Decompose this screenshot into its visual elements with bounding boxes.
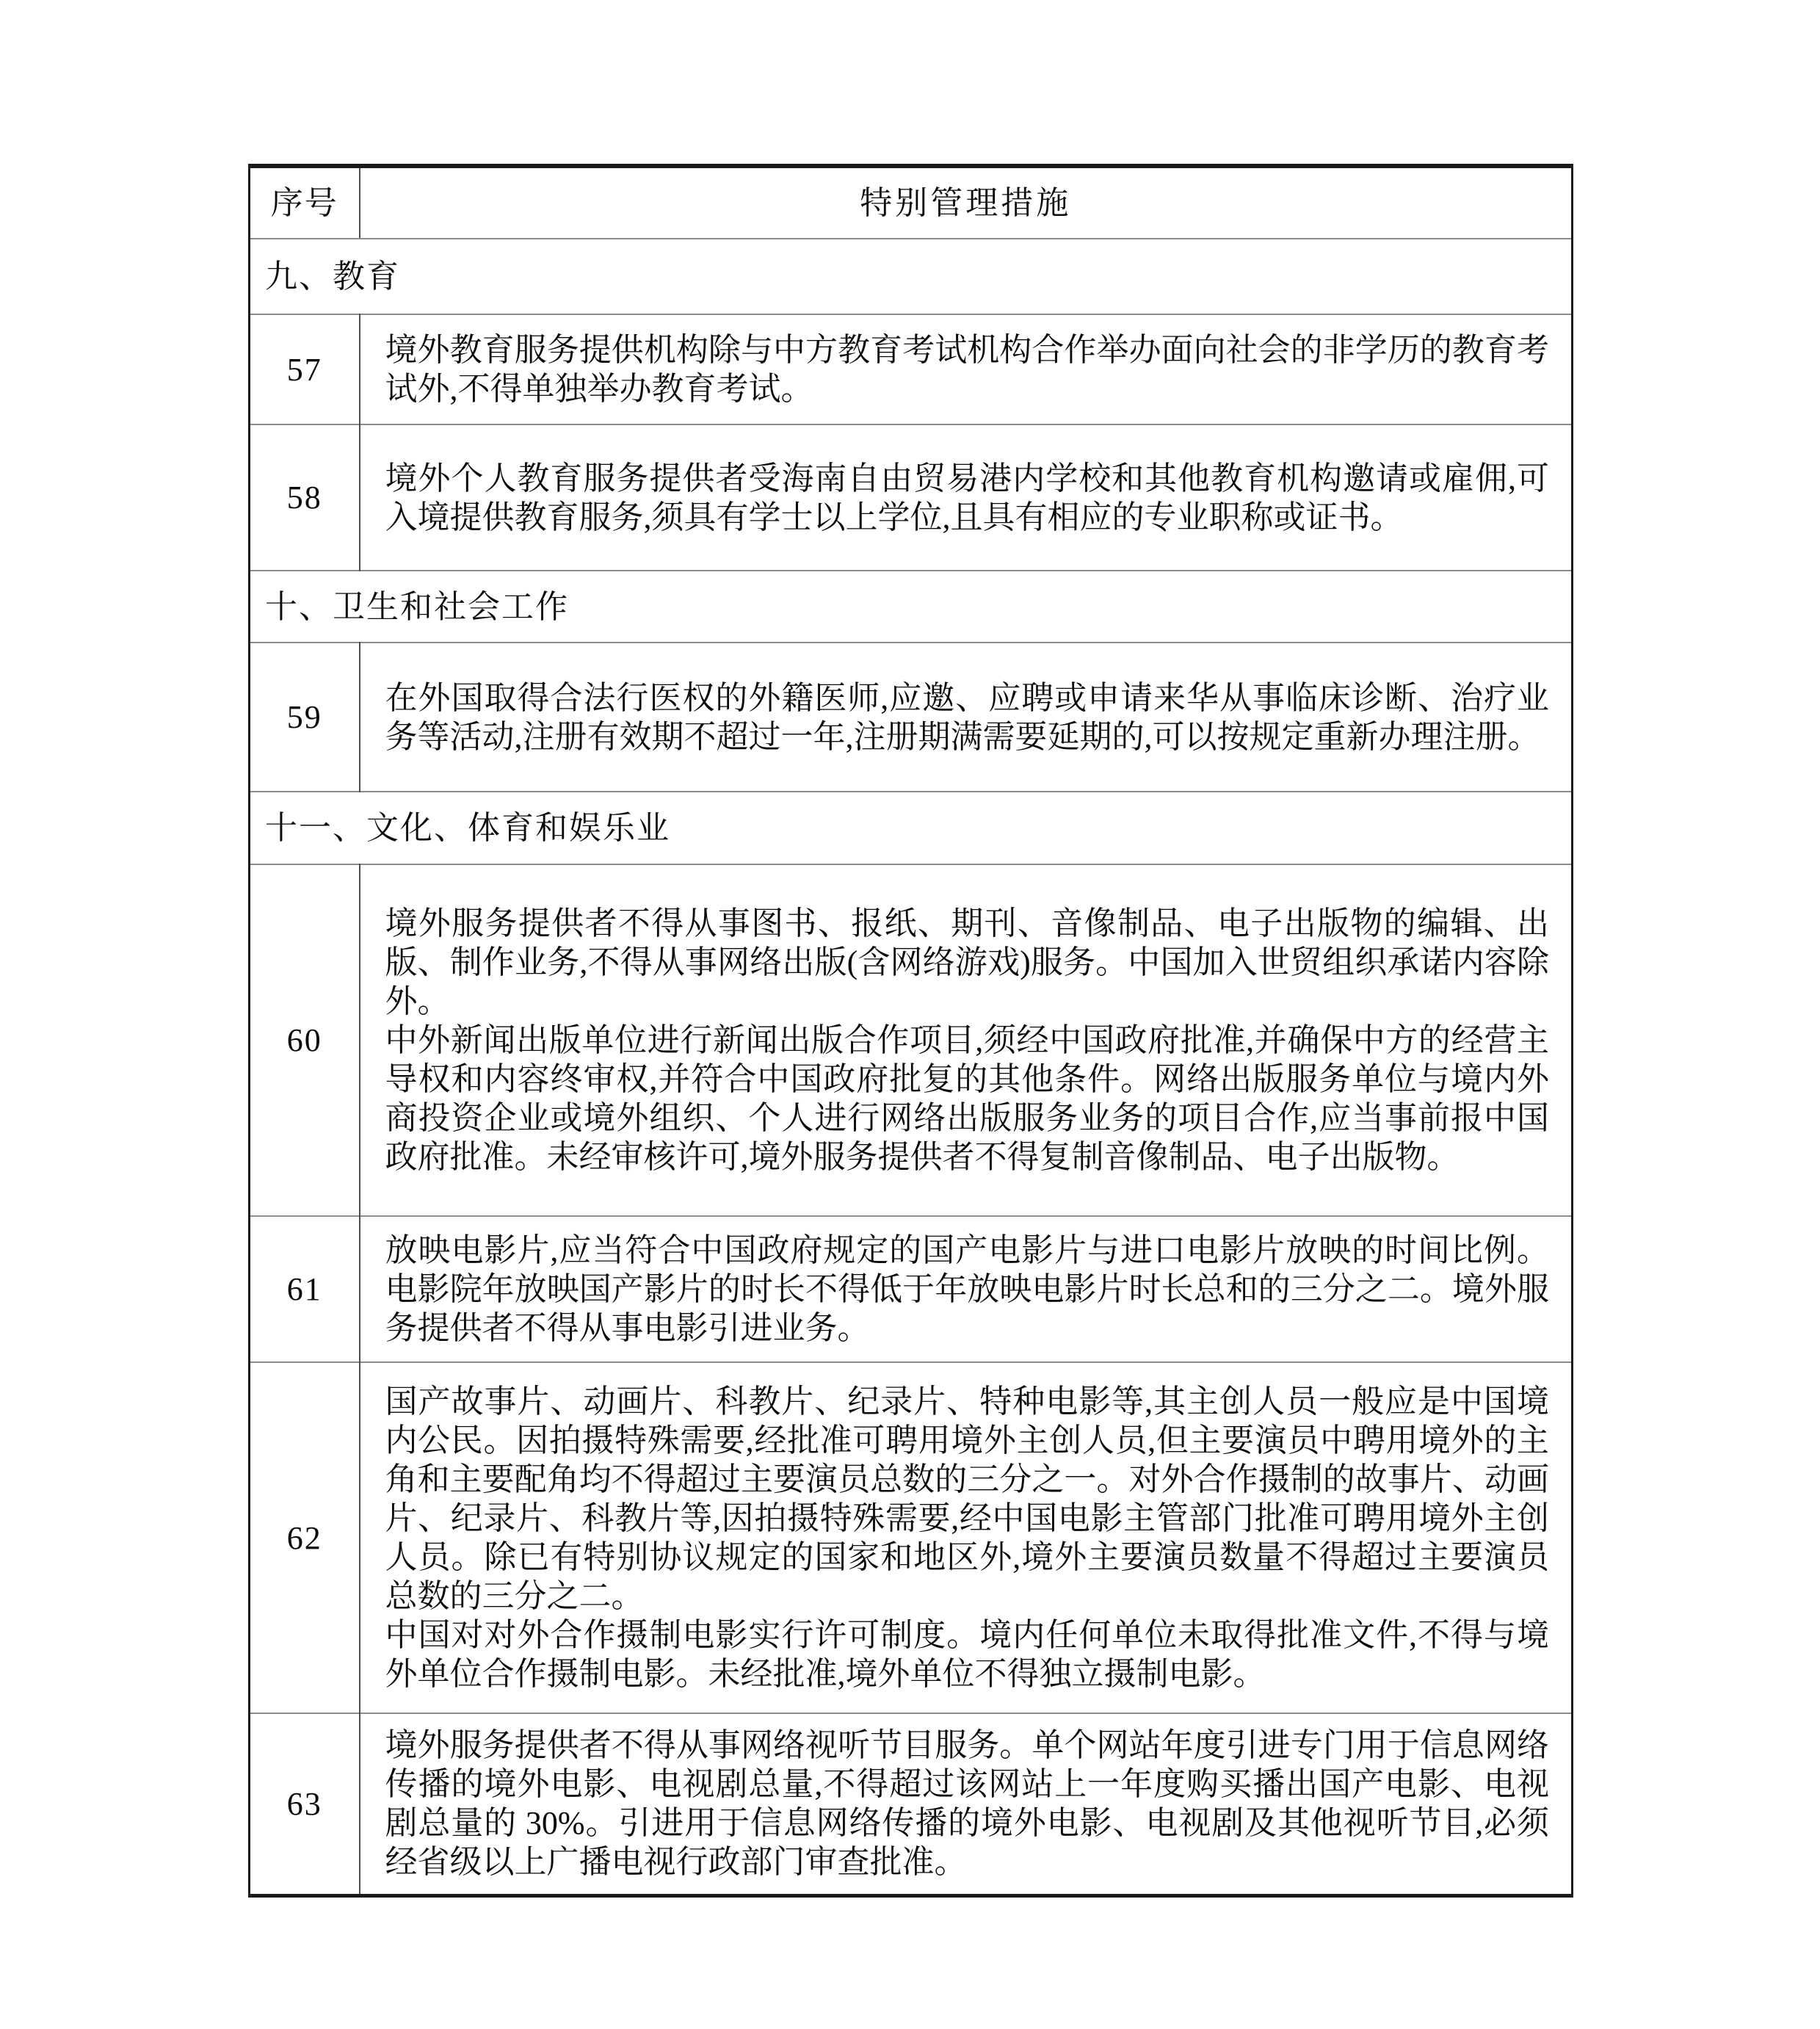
serial-cell: 59 xyxy=(250,643,360,792)
table-row xyxy=(250,1713,1573,1895)
serial-cell: 61 xyxy=(250,1216,360,1362)
section-label: 十、卫生和社会工作 xyxy=(250,571,1573,643)
measure-cell xyxy=(360,864,1573,1216)
table-row xyxy=(250,864,1573,1216)
serial-cell: 63 xyxy=(250,1713,360,1895)
section-row xyxy=(250,792,1573,864)
section-label: 十一、文化、体育和娱乐业 xyxy=(250,792,1573,864)
section-label: 九、教育 xyxy=(265,258,400,294)
serial-cell: 58 xyxy=(250,424,360,571)
section-row xyxy=(250,571,1573,643)
measures-table-body xyxy=(250,239,1573,1895)
measure-cell xyxy=(360,643,1573,792)
measure-cell xyxy=(360,1713,1573,1895)
table-row xyxy=(250,314,1573,424)
section-row xyxy=(250,239,1573,314)
measure-cell xyxy=(360,314,1573,424)
table-row xyxy=(250,643,1573,792)
measure-paragraph: 中国对对外合作摄制电影实行许可制度。境内任何单位未取得批准文件,不得与境外单位合作摄制电影。未经批准,境外单位不得独立摄制电影。 xyxy=(385,1617,1549,1692)
table-row xyxy=(250,1216,1573,1362)
measure-cell xyxy=(360,1362,1573,1713)
table-row xyxy=(250,1362,1573,1713)
measures-table xyxy=(248,164,1573,1898)
measure-paragraph: 在外国取得合法行医权的外籍医师,应邀、应聘或申请来华从事临床诊断、治疗业务等活动,注册有效期不超过一年,注册期满需要延期的,可以按规定重新办理注册。 xyxy=(385,679,1549,755)
measure-paragraph: 境外个人教育服务提供者受海南自由贸易港内学校和其他教育机构邀请或雇佣,可入境提供教育服务,须具有学士以上学位,且具有相应的专业职称或证书。 xyxy=(385,460,1549,535)
measure-paragraph: 境外教育服务提供机构除与中方教育考试机构合作举办面向社会的非学历的教育考试外,不得单独举办教育考试。 xyxy=(385,332,1549,407)
measure-cell xyxy=(360,424,1573,571)
serial-cell: 62 xyxy=(250,1362,360,1713)
measure-cell xyxy=(360,1216,1573,1362)
table-header xyxy=(250,166,1573,239)
header-row xyxy=(250,166,1573,239)
measure-paragraph: 国产故事片、动画片、科教片、纪录片、特种电影等,其主创人员一般应是中国境内公民。因拍摄特殊需要,经批准可聘用境外主创人员,但主要演员中聘用境外的主角和主要配角均不得超过主要演员总数的三分之一。对外合作摄制的故事片、动画片、纪录片、科教片等,因拍摄特殊需要,经中国电影主管部门批准可聘用境外主创人员。除已有特别协议规定的国家和地区外,境外主要演员数量不得超过主要演员总数的三分之二。 xyxy=(385,1384,1549,1614)
table-row xyxy=(250,424,1573,571)
serial-cell: 60 xyxy=(250,864,360,1216)
column-header-serial: 序号 xyxy=(250,166,360,239)
measures-table-container xyxy=(248,164,1573,1898)
measure-paragraph: 境外服务提供者不得从事网络视听节目服务。单个网站年度引进专门用于信息网络传播的境外电影、电视剧总量,不得超过该网站上一年度购买播出国产电影、电视剧总量的 30%。引进用于信息网络传播的境外电影、电视剧及其他视听节目,必须经省级以上广播电视行政部门审查批准。 xyxy=(385,1727,1549,1881)
serial-cell: 57 xyxy=(250,314,360,424)
measure-paragraph: 中外新闻出版单位进行新闻出版合作项目,须经中国政府批准,并确保中方的经营主导权和内容终审权,并符合中国政府批复的其他条件。网络出版服务单位与境内外商投资企业或境外组织、个人进行网络出版服务业务的项目合作,应当事前报中国政府批准。未经审核许可,境外服务提供者不得复制音像制品、电子出版物。 xyxy=(385,1022,1549,1175)
column-header-measure: 特别管理措施 xyxy=(360,166,1573,239)
measure-paragraph: 境外服务提供者不得从事图书、报纸、期刊、音像制品、电子出版物的编辑、出版、制作业务,不得从事网络出版(含网络游戏)服务。中国加入世贸组织承诺内容除外。 xyxy=(385,905,1549,1019)
measure-paragraph: 放映电影片,应当符合中国政府规定的国产电影片与进口电影片放映的时间比例。电影院年放映国产影片的时长不得低于年放映电影片时长总和的三分之二。境外服务提供者不得从事电影引进业务。 xyxy=(385,1232,1549,1346)
